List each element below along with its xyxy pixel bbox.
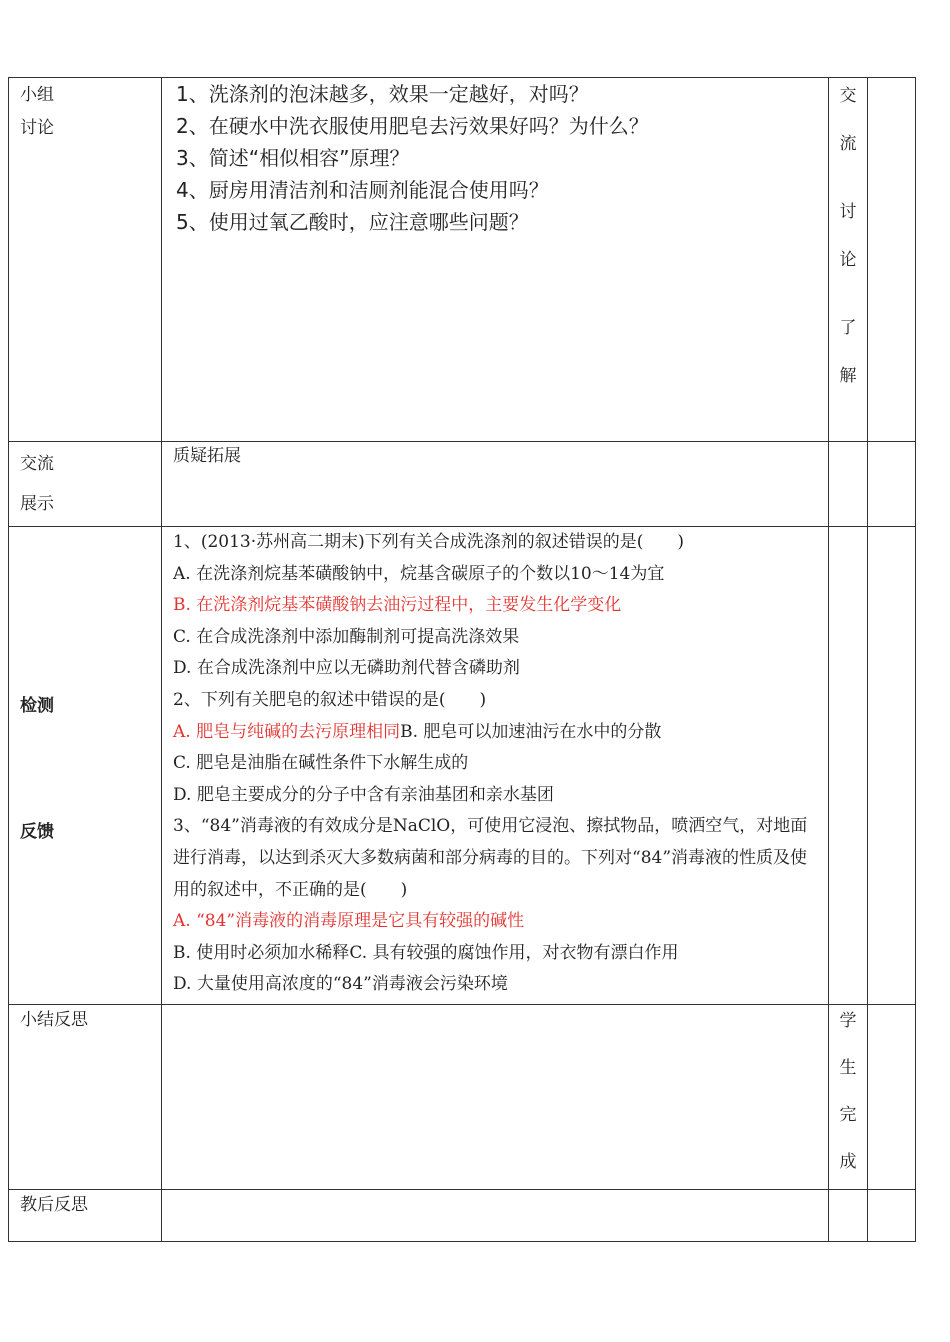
discussion-questions: [162, 78, 829, 442]
feedback-label: [9, 527, 162, 1005]
exchange-row: [9, 442, 916, 527]
side-char: 论: [839, 250, 857, 270]
after-class-row: [9, 1190, 916, 1242]
question-3: 3、简述“相似相容”原理？: [176, 146, 410, 170]
empty-cell: [868, 527, 916, 1005]
side-char: 完: [839, 1105, 857, 1125]
side-char: 讨: [839, 202, 857, 222]
q3-option-c: C. 具有较强的腐蚀作用，对衣物有漂白作用: [349, 942, 679, 963]
side-char: 生: [839, 1058, 857, 1078]
q1-option-b: B. 在洗涤剂烷基苯磺酸钠去油污过程中，主要发生化学变化: [173, 595, 622, 616]
question-2: 2、在硬水中洗衣服使用肥皂去污效果好吗？为什么？: [176, 114, 649, 138]
empty-cell: [868, 1005, 916, 1190]
q2-options-ab: [173, 717, 828, 749]
q1-option-a: A. 在洗涤剂烷基苯磺酸钠中，烷基含碳原子的个数以10～14为宜: [173, 563, 665, 584]
feedback-questions: [162, 527, 829, 1005]
q1-option-d: D. 在合成洗涤剂中应以无磷助剂代替含磷助剂: [173, 658, 520, 679]
exchange-text: 质疑拓展: [173, 446, 241, 466]
empty-cell: [868, 442, 916, 527]
side-char: 了: [839, 318, 857, 338]
q3-stem: 3、“84”消毒液的有效成分是NaClO，可使用它浸泡、擦拭物品，喷洒空气，对地面进行消毒，以达到杀灭大多数病菌和部分病毒的目的。下列对“84”消毒液的性质及使用的叙述中，不正确的是( ): [173, 816, 808, 900]
question-1: 1、洗涤剂的泡沫越多，效果一定越好，对吗？: [176, 82, 589, 106]
q2-option-b: B. 肥皂可以加速油污在水中的分散: [400, 721, 662, 742]
label-line: 交流: [20, 454, 54, 474]
summary-label-text: 小结反思: [20, 1010, 88, 1030]
after-class-label-text: 教后反思: [20, 1195, 88, 1215]
q2-stem: 2、下列有关肥皂的叙述中错误的是( ): [173, 689, 487, 710]
q2-option-c: C. 肥皂是油脂在碱性条件下水解生成的: [173, 753, 469, 774]
summary-side-note: [829, 1005, 868, 1190]
question-4: 4、厨房用清洁剂和洁厕剂能混合使用吗？: [176, 178, 549, 202]
group-discussion-label: [9, 78, 162, 442]
q2-option-d: D. 肥皂主要成分的分子中含有亲油基团和亲水基团: [173, 784, 554, 805]
exchange-label: [9, 442, 162, 527]
feedback-row: [9, 527, 916, 1005]
summary-row: [9, 1005, 916, 1190]
side-char: 解: [839, 366, 857, 386]
empty-cell: [829, 527, 868, 1005]
q3-option-d: D. 大量使用高浓度的“84”消毒液会污染环境: [173, 974, 508, 995]
lesson-plan-table: [8, 77, 916, 1242]
q3-option-b: B. 使用时必须加水稀释: [173, 942, 350, 963]
empty-cell: [829, 442, 868, 527]
feedback-label-top: 检测: [20, 696, 54, 716]
empty-cell: [868, 1190, 916, 1242]
empty-cell: [829, 1190, 868, 1242]
q1-option-c: C. 在合成洗涤剂中添加酶制剂可提高洗涤效果: [173, 626, 520, 647]
side-char: 成: [839, 1152, 857, 1172]
group-discussion-row: [9, 78, 916, 442]
label-line: 讨论: [20, 118, 54, 138]
label-line: 展示: [20, 494, 54, 514]
q1-stem: 1、(2013·苏州高二期末)下列有关合成洗涤剂的叙述错误的是( ): [173, 532, 685, 552]
after-class-content: [162, 1190, 829, 1242]
feedback-label-bottom: 反馈: [20, 822, 54, 842]
summary-label: [9, 1005, 162, 1190]
q3-option-a: A. “84”消毒液的消毒原理是它具有较强的碱性: [173, 911, 525, 932]
q3-options-bc: [173, 938, 828, 970]
q2-option-a: A. 肥皂与纯碱的去污原理相同: [173, 721, 401, 742]
empty-cell: [868, 78, 916, 442]
side-char: 交: [839, 86, 857, 106]
question-5: 5、使用过氧乙酸时，应注意哪些问题？: [176, 210, 529, 234]
after-class-label: [9, 1190, 162, 1242]
exchange-content: [162, 442, 829, 527]
side-char: 学: [839, 1011, 857, 1031]
label-line: 小组: [20, 85, 54, 105]
discussion-side-note: [829, 78, 868, 442]
summary-content: [162, 1005, 829, 1190]
side-char: 流: [839, 134, 857, 154]
